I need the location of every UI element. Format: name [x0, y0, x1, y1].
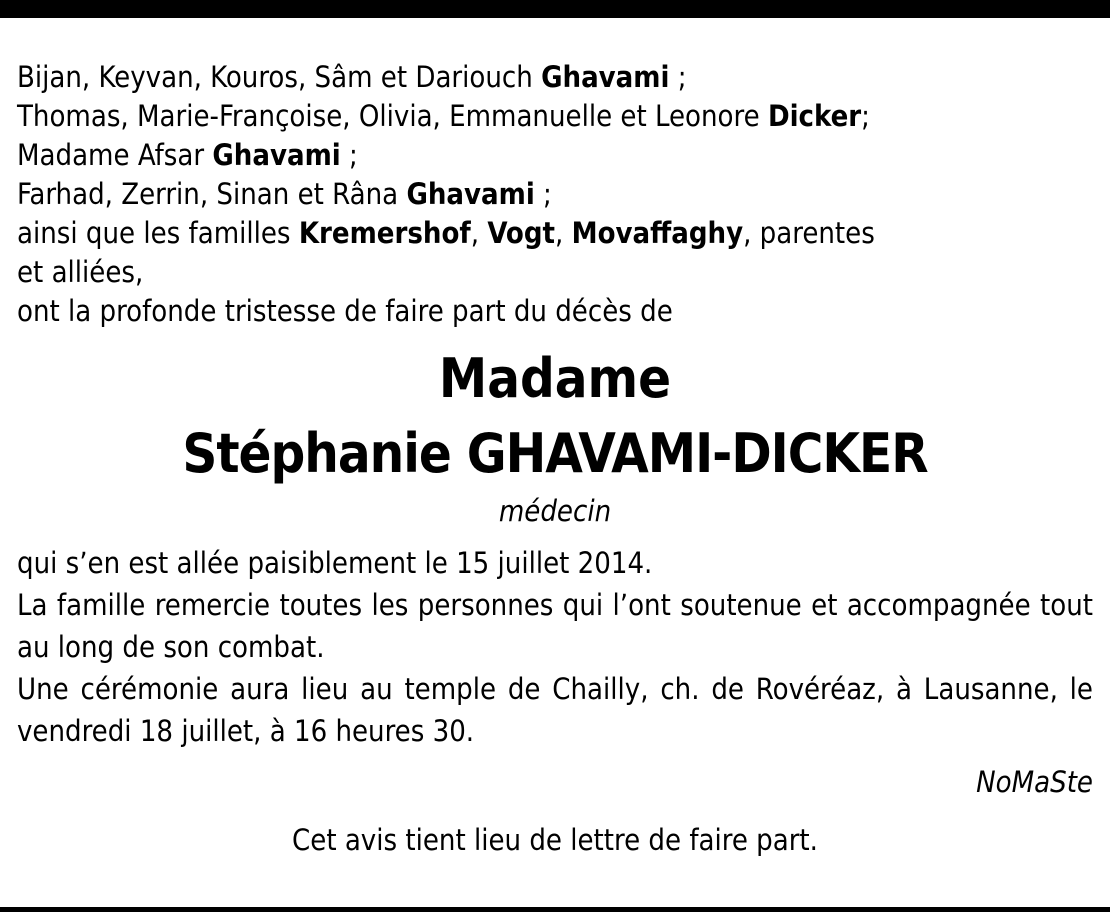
- mourners-line-2: [17, 97, 1093, 136]
- mourners-line-1: [17, 58, 1093, 97]
- signature: NoMaSte: [976, 765, 1093, 799]
- announcement-line: ont la profonde tristesse de faire part du décès de: [17, 294, 673, 328]
- separator: ,: [555, 216, 572, 250]
- mourners-list: [17, 58, 1093, 331]
- deceased-name: Stéphanie GHAVAMI-DICKER: [182, 422, 928, 485]
- ceremony-paragraph: Une cérémonie aura lieu au temple de Chailly, ch. de Rovéréaz, à Lausanne, le vendredi 18 juillet, à 16 heures 30.: [17, 672, 1093, 748]
- top-border-rule: [0, 0, 1110, 18]
- punctuation: ;: [669, 60, 687, 94]
- obituary-notice: [17, 58, 1093, 860]
- mourners-line-5: [17, 214, 1093, 253]
- thanks-paragraph: La famille remercie toutes les personnes qui l’ont soutenue et accompagnée tout au long de son combat.: [17, 588, 1093, 664]
- bottom-border-rule: [0, 907, 1110, 912]
- families-prefix: ainsi que les familles: [17, 216, 299, 250]
- punctuation: ;: [861, 99, 870, 133]
- deceased-honorific: Madame: [438, 347, 672, 410]
- family-name-kremershof: Kremershof: [298, 216, 471, 250]
- punctuation: ;: [534, 177, 552, 211]
- family-name-movaffaghy: Movaffaghy: [571, 216, 744, 250]
- families-suffix: , parentes: [743, 216, 875, 250]
- family-surname: Ghavami: [212, 138, 341, 172]
- punctuation: ;: [340, 138, 358, 172]
- mourners-line-6: et alliées,: [17, 255, 144, 289]
- closing-line: Cet avis tient lieu de lettre de faire part.: [292, 823, 818, 857]
- family-surname: Dicker: [767, 99, 862, 133]
- separator: ,: [470, 216, 488, 250]
- passing-date-line: qui s’en est allée paisiblement le 15 juillet 2014.: [17, 546, 653, 580]
- family-name-vogt: Vogt: [487, 216, 556, 250]
- given-names: Madame Afsar: [17, 138, 213, 172]
- deceased-profession: médecin: [498, 494, 612, 528]
- given-names: Bijan, Keyvan, Kouros, Sâm et Dariouch: [17, 60, 542, 94]
- mourners-line-3: [17, 136, 1093, 175]
- given-names: Farhad, Zerrin, Sinan et Râna: [17, 177, 407, 211]
- family-surname: Ghavami: [541, 60, 670, 94]
- given-names: Thomas, Marie-Françoise, Olivia, Emmanuelle et Leonore: [17, 99, 768, 133]
- notice-body: [17, 542, 1093, 752]
- family-surname: Ghavami: [406, 177, 535, 211]
- mourners-line-4: [17, 175, 1093, 214]
